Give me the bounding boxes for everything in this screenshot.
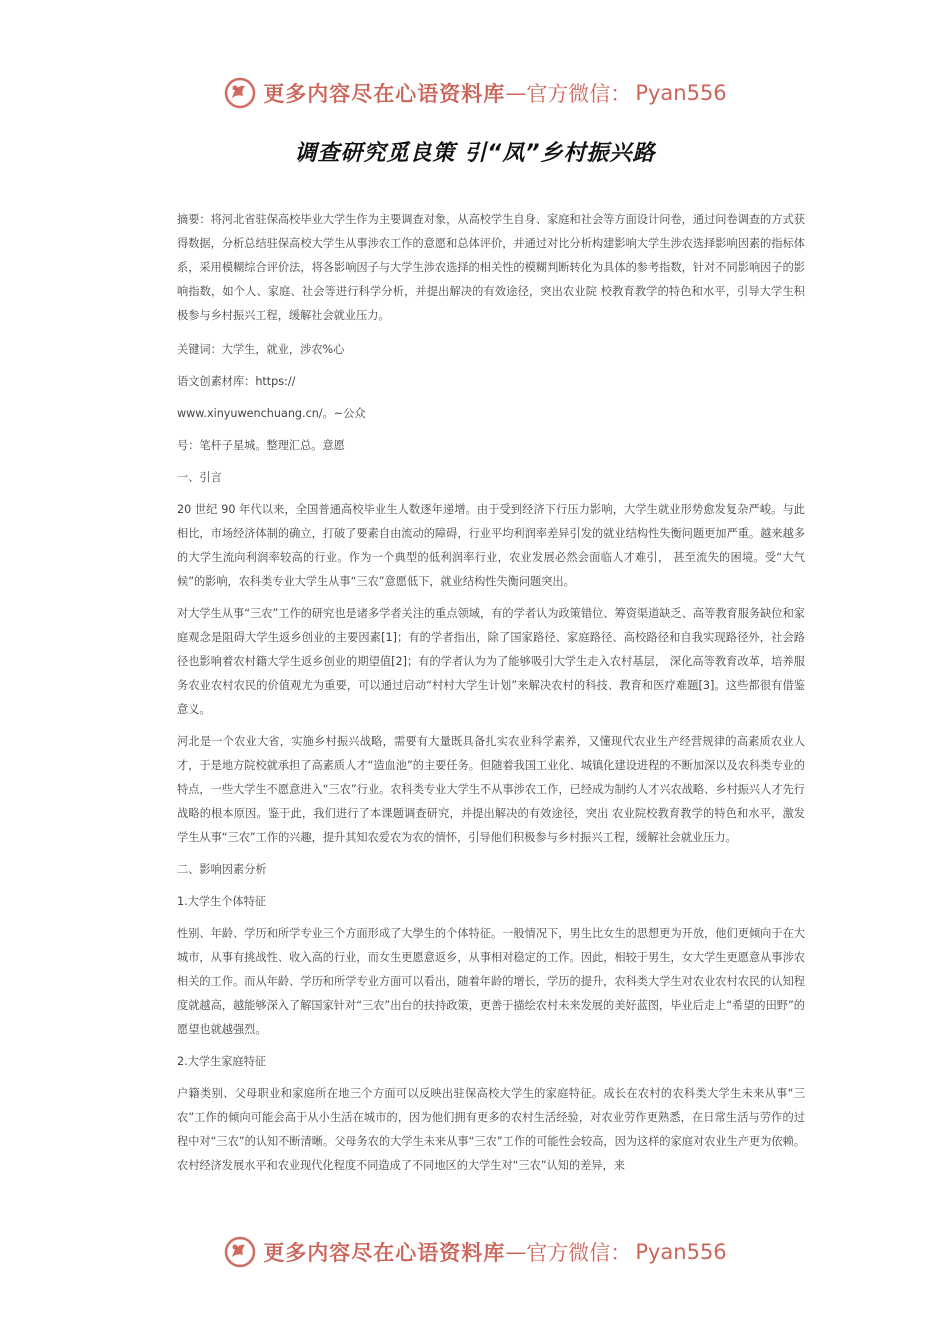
watermark-logo-icon	[223, 76, 257, 110]
watermark-banner-bottom	[0, 1232, 950, 1272]
intro-paragraph-1: 20 世纪 90 年代以来，全国普通高校毕业生人数逐年递增。由于受到经济下行压力影响，大学生就业形势愈发复杂严峻。与此相比，市场经济体制的确立，打破了要素自由流动的障碍，行业平均利润率差异引发的就业结构性失衡问题更加严重。越来越多的大学生流向利润率较高的行业。作为一个典型的低利润率行业，农业发展必然会面临人才难引， 甚至流失的困境。受“大气候”的影响，农科类专业大学生从事“三农”意愿低下，就业结构性失衡问题突出。	[177, 503, 805, 588]
subsection-heading-family: 2.大学生家庭特征	[177, 1055, 266, 1068]
family-paragraph: 户籍类别、父母职业和家庭所在地三个方面可以反映出驻保高校大学生的家庭特征。成长在农村的农科类大学生未来从事“三农”工作的倾向可能会高于从小生活在城市的，因为他们拥有更多的农村生活经验，对农业劳作更熟悉，在日常生活与劳作的过程中对“三农”的认知不断清晰。父母务农的大学生未来从事“三农”工作的可能性会较高，因为这样的家庭对农业生产更为依赖。农村经济发展水平和农业现代化程度不同造成了不同地区的大学生对“三农”认知的差异，来	[177, 1087, 805, 1172]
watermark-dash: —	[505, 81, 527, 105]
abstract-paragraph: 摘要：将河北省驻保高校毕业大学生作为主要调查对象，从高校学生自身、家庭和社会等方面设计问卷，通过问卷调查的方式获得数据，分析总结驻保高校大学生从事涉农工作的意愿和总体评价，并通过对比分析构建影响大学生涉农选择影响因素的指标体系，采用模糊综合评价法，将各影响因子与大学生涉农选择的相关性的模糊判断转化为具体的参考指数，针对不同影响因子的影响指数，如个人、家庭、社会等进行科学分析，并提出解决的有效途径，突出农业院 校教育教学的特色和水平，引导大学生积极参与乡村振兴工程，缓解社会就业压力。	[177, 213, 805, 322]
intro-paragraph-2: 对大学生从事“三农”工作的研究也是诸多学者关注的重点领域，有的学者认为政策错位、筹资渠道缺乏、高等教育服务缺位和家庭观念是阻碍大学生返乡创业的主要因素[1]；有的学者指出，除了国家路径、家庭路径、高校路径和自我实现路径外，社会路径也影响着农村籍大学生返乡创业的期望值[2]；有的学者认为为了能够吸引大学生走入农村基层， 深化高等教育改革，培养服务农业农村农民的价值观尤为重要，可以通过启动“村村大学生计划”来解决农村的科技、教育和医疗难题[3]。这些都很有借鉴意义。	[177, 607, 805, 716]
watermark-dash: —	[505, 1240, 527, 1264]
watermark-wechat-label: 官方微信：	[526, 1241, 632, 1265]
watermark-wechat-label: 官方微信：	[526, 82, 632, 106]
watermark-main-text: 更多内容尽在心语资料库	[263, 81, 506, 106]
section-heading-intro: 一、引言	[177, 471, 222, 484]
section-heading-factors: 二、影响因素分析	[177, 863, 267, 876]
document-title: 调查研究觅良策 引“凤”乡村振兴路	[294, 141, 656, 166]
watermark-logo-icon	[223, 1235, 257, 1269]
watermark-banner-top	[0, 73, 950, 113]
document-body	[177, 208, 805, 1178]
individual-paragraph: 性别、年龄、学历和所学专业三个方面形成了大學生的个体特征。一般情况下，男生比女生的思想更为开放，他们更倾向于在大城市，从事有挑战性、收入高的行业，而女生更愿意返乡，从事相对稳定的工作。因此，相较于男生，女大学生更愿意从事涉农相关的工作。而从年龄、学历和所学专业方面可以看出，随着年龄的增长，学历的提升，农科类大学生对农业农村农民的认知程度就越高，越能够深入了解国家针对“三农”出台的扶持政策，更善于描绘农村未来发展的美好蓝图，毕业后走上“希望的田野”的愿望也就越强烈。	[177, 927, 805, 1036]
subsection-heading-individual: 1.大学生个体特征	[177, 895, 266, 908]
watermark-main-text: 更多内容尽在心语资料库	[263, 1240, 506, 1265]
intro-paragraph-3: 河北是一个农业大省，实施乡村振兴战略，需要有大量既具备扎实农业科学素养，又懂现代农业生产经营规律的高素质农业人才，于是地方院校就承担了高素质人才“造血池”的主要任务。但随着我国工业化、城镇化建设进程的不断加深以及农科类专业的特点，一些大学生不愿意进入“三农”行业。农科类专业大学生不从事涉农工作，已经成为制约人才兴农战略、乡村振兴人才先行战略的根本原因。鉴于此，我们进行了本课题调查研究，并提出解决的有效途径，突出 农业院校教育教学的特色和水平，激发学生从事“三农”工作的兴趣，提升其知农爱农为农的情怀，引导他们积极参与乡村振兴工程，缓解社会就业压力。	[177, 735, 805, 844]
source-line-2: www.xinyuwenchuang.cn/。~公众	[177, 407, 366, 420]
source-line-3: 号：笔杆子星城。整理汇总。意愿	[177, 439, 345, 452]
source-line-1: 语文创素材库：https://	[177, 375, 296, 388]
watermark-id: Pyan556	[635, 81, 727, 105]
watermark-id: Pyan556	[635, 1240, 727, 1264]
keywords-line: 关键词：大学生，就业，涉农%心	[177, 343, 345, 356]
